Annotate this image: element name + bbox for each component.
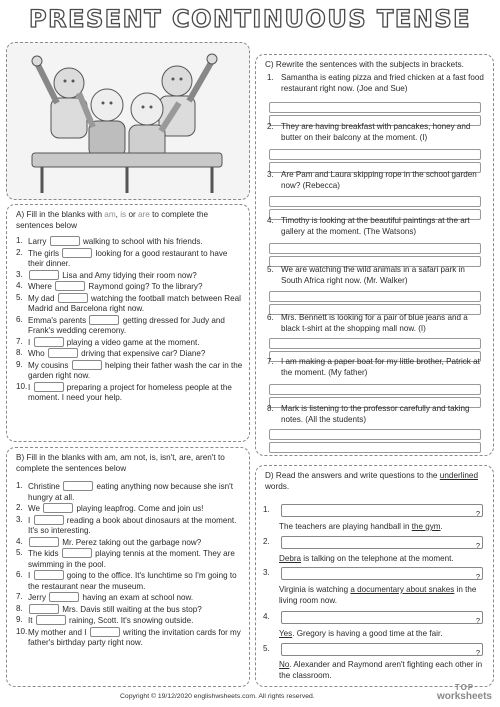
answer-blank[interactable] bbox=[62, 548, 92, 558]
answer-blank[interactable] bbox=[34, 515, 64, 525]
question-row: 3. ? bbox=[263, 567, 483, 580]
list-item: 3. Are Pam and Laura skipping rope in the school garden now? (Rebecca) bbox=[267, 170, 477, 190]
answer-blank[interactable] bbox=[34, 382, 64, 392]
list-item: 8. Mark is listening to the professor carefully and taking notes. (All the students) bbox=[267, 404, 470, 424]
answer-text: Debra is talking on the telephone at the moment. bbox=[279, 554, 454, 563]
question-input[interactable]: ? bbox=[281, 611, 483, 624]
list-item: 7. Jerry having an exam at school now. bbox=[16, 592, 194, 603]
list-item: 1. Larry walking to school with his friends. bbox=[16, 236, 203, 246]
section-c-instructions: C) Rewrite the sentences with the subjects in brackets. bbox=[265, 60, 464, 69]
list-item: 4. Timothy is looking at the beautiful paintings at the art gallery at the moment. (The Watsons) bbox=[267, 216, 470, 236]
list-item: 8. Who driving that expensive car? Diane? bbox=[16, 348, 206, 359]
section-a-list bbox=[16, 236, 243, 404]
answer-text: Yes. Gregory is having a good time at the fair. bbox=[279, 629, 443, 638]
section-c bbox=[255, 54, 494, 456]
question-row: 2. ? bbox=[263, 536, 483, 549]
answer-blank[interactable] bbox=[89, 315, 119, 325]
list-item: 4. Where Raymond going? To the library? bbox=[16, 281, 203, 292]
question-input[interactable]: ? bbox=[281, 536, 483, 549]
answer-blank[interactable] bbox=[50, 236, 80, 246]
list-item: 9. It raining, Scott. It's snowing outside. bbox=[16, 615, 194, 626]
list-item: 8. Mrs. Davis still waiting at the bus stop? bbox=[16, 603, 202, 614]
answer-blank[interactable] bbox=[72, 360, 102, 370]
section-a-instructions: A) Fill in the blanks with am, is or are to complete the sentences below bbox=[16, 210, 209, 230]
answer-text: No. Alexander and Raymond aren't fighting each other in the classroom. bbox=[279, 660, 483, 680]
answer-blank[interactable] bbox=[90, 627, 120, 637]
list-item: 7. I am making a paper boat for my little brother, Patrick at the moment. (My father) bbox=[267, 357, 480, 377]
children-at-desks-illustration bbox=[7, 43, 249, 199]
answer-line[interactable] bbox=[269, 384, 481, 395]
question-input[interactable]: ? bbox=[281, 567, 483, 580]
section-b-instructions: B) Fill in the blanks with am, am not, is, isn't, are, aren't to complete the sentences below bbox=[16, 453, 225, 473]
list-item: 5. The kids playing tennis at the moment. They are swimming in the pool. bbox=[16, 548, 235, 569]
answer-blank[interactable] bbox=[49, 592, 79, 602]
list-item: 3. I reading a book about dinosaurs at the moment. It's so interesting. bbox=[16, 514, 237, 536]
answer-line[interactable] bbox=[269, 429, 481, 440]
list-item: 10. My mother and I writing the invitation cards for my father's birthday party right now. bbox=[16, 626, 241, 648]
answer-blank[interactable] bbox=[34, 337, 64, 347]
section-b-list bbox=[16, 481, 243, 649]
answer-text: The teachers are playing handball in the gym. bbox=[279, 522, 443, 531]
copyright-footer: Copyright © 19/12/2020 englishwsheets.com. All rights reserved. bbox=[120, 693, 315, 700]
list-item: 6. Mrs. Bennett is looking for a pair of blue jeans and a black t-shirt at the shopping mall now. (I) bbox=[267, 313, 468, 333]
question-row: 4. ? bbox=[263, 611, 483, 624]
list-item: 4. Mr. Perez taking out the garbage now? bbox=[16, 536, 202, 547]
answer-blank[interactable] bbox=[63, 481, 93, 491]
list-item: 2. They are having breakfast with pancakes, honey and butter on their balcony at the moment. (I) bbox=[267, 122, 471, 142]
list-item: 7. I playing a video game at the moment. bbox=[16, 336, 200, 347]
list-item: 1. Samantha is eating pizza and fried chicken at a fast food restaurant right now. (Joe and Sue) bbox=[267, 73, 484, 93]
answer-text: Virginia is watching a documentary about snakes in the living room now. bbox=[279, 585, 477, 605]
answer-blank[interactable] bbox=[43, 503, 73, 513]
answer-line[interactable] bbox=[269, 102, 481, 113]
answer-blank[interactable] bbox=[29, 270, 59, 280]
list-item: 9. My cousins helping their father wash the car in the garden right now. bbox=[16, 359, 243, 381]
section-a bbox=[6, 204, 250, 442]
answer-blank[interactable] bbox=[55, 281, 85, 291]
section-d-instructions: D) Read the answers and write questions to the underlined words. bbox=[265, 471, 479, 491]
section-d bbox=[255, 465, 494, 687]
list-item: 6. I going to the office. It's lunchtime so I'm going to the restaurant near the museum. bbox=[16, 570, 237, 591]
answer-line[interactable] bbox=[269, 291, 481, 302]
question-row: 1. ? bbox=[263, 504, 483, 517]
page-title: PRESENT CONTINUOUS TENSE bbox=[29, 5, 471, 33]
list-item: 1. Christine eating anything now because she isn't hungry at all. bbox=[16, 481, 233, 502]
list-item: 6. Emma's parents getting dressed for Judy and Frank's wedding ceremony. bbox=[16, 314, 225, 336]
answer-blank[interactable] bbox=[48, 348, 78, 358]
list-item: 2. The girls looking for a good restaurant to have their dinner. bbox=[16, 247, 228, 269]
list-item: 5. We are watching the wild animals in a safari park in South Africa right now. (Mr. Walker) bbox=[267, 265, 465, 285]
answer-blank[interactable] bbox=[34, 570, 64, 580]
answer-blank[interactable] bbox=[62, 248, 92, 258]
list-item: 10. I preparing a project for homeless people at the moment. I need your help. bbox=[16, 381, 232, 403]
question-input[interactable]: ? bbox=[281, 643, 483, 656]
section-b bbox=[6, 447, 250, 687]
answer-line[interactable] bbox=[269, 243, 481, 254]
question-row: 5. ? bbox=[263, 643, 483, 656]
list-item: 3. Lisa and Amy tidying their room now? bbox=[16, 269, 197, 280]
answer-blank[interactable] bbox=[36, 615, 66, 625]
kids-illustration bbox=[6, 42, 250, 200]
answer-blank[interactable] bbox=[58, 293, 88, 303]
answer-line[interactable] bbox=[269, 338, 481, 349]
answer-blank[interactable] bbox=[29, 604, 59, 614]
list-item: 5. My dad watching the football match between Real Madrid and Barcelona right now. bbox=[16, 292, 241, 314]
site-logo: TOP worksheets bbox=[436, 683, 492, 702]
question-input[interactable]: ? bbox=[281, 504, 483, 517]
list-item: 2. We playing leapfrog. Come and join us! bbox=[16, 503, 204, 514]
answer-line[interactable] bbox=[269, 149, 481, 160]
answer-line[interactable] bbox=[269, 442, 481, 453]
answer-blank[interactable] bbox=[29, 537, 59, 547]
answer-line[interactable] bbox=[269, 196, 481, 207]
